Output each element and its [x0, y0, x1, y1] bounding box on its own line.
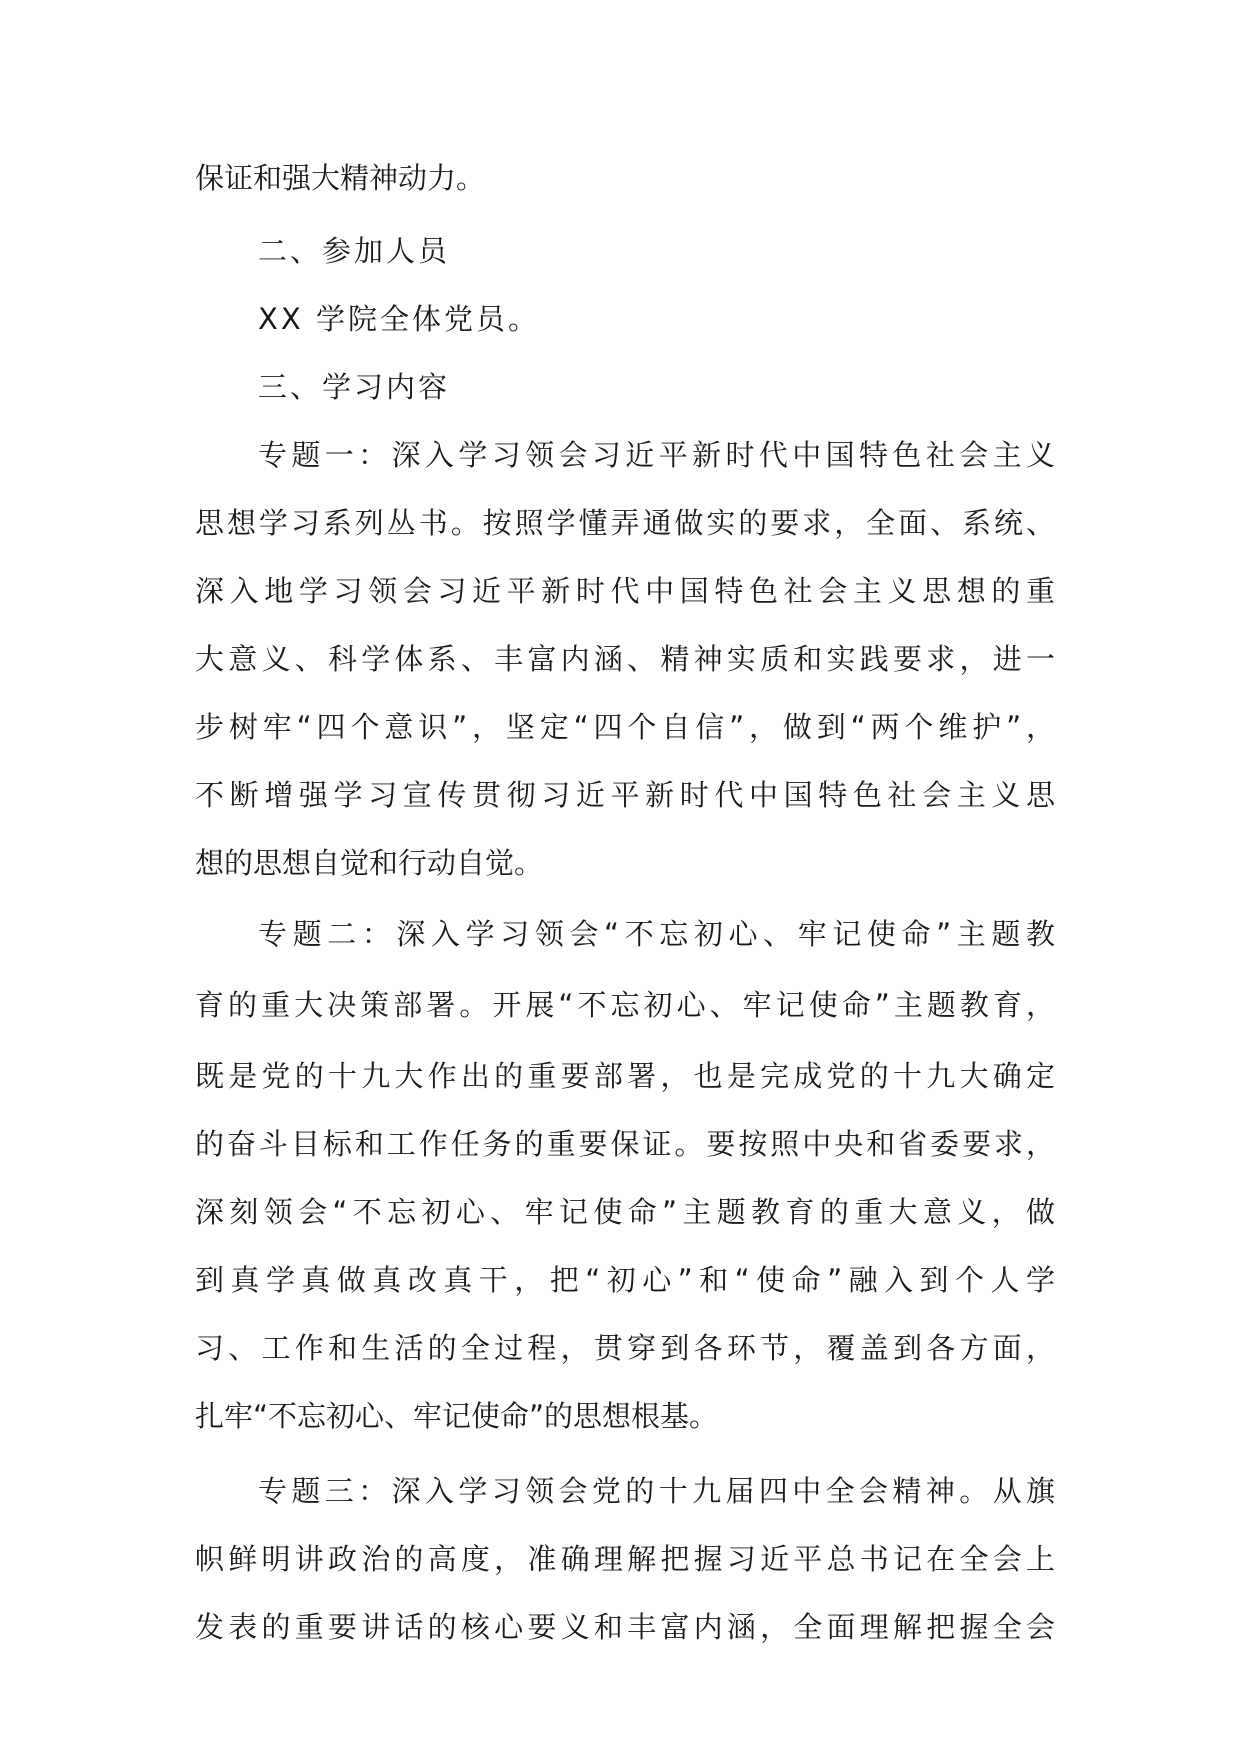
topic-three-line: 专题三：深入学习领会党的十九届四中全会精神。从旗 — [258, 1474, 1055, 1508]
topic-two-line: 专题二：深入学习领会“不忘初心、牢记使命”主题教 — [258, 917, 1055, 951]
text-line: 育的重大决策部署。开展“不忘初心、牢记使命”主题教育， — [195, 988, 1055, 1022]
text-line: 既是党的十九大作出的重要部署，也是完成党的十九大确定 — [195, 1059, 1055, 1093]
topic-one-line: 专题一：深入学习领会习近平新时代中国特色社会主义 — [258, 438, 1055, 472]
text-line: 大意义、科学体系、丰富内涵、精神实质和实践要求，进一 — [195, 642, 1055, 676]
text-line: 习、工作和生活的全过程，贯穿到各环节，覆盖到各方面， — [195, 1331, 1055, 1365]
section-heading-participants: 二、参加人员 — [258, 234, 451, 268]
text-line: 保证和强大精神动力。 — [195, 161, 486, 195]
text-line: 不断增强学习宣传贯彻习近平新时代中国特色社会主义思 — [195, 778, 1055, 812]
participants-text: XX 学院全体党员。 — [258, 302, 540, 336]
text-line: 扎牢“不忘初心、牢记使命”的思想根基。 — [195, 1399, 719, 1433]
text-line: 深入地学习领会习近平新时代中国特色社会主义思想的重 — [195, 574, 1055, 608]
text-line: 思想学习系列丛书。按照学懂弄通做实的要求，全面、系统、 — [195, 506, 1055, 540]
text-line: 深刻领会“不忘初心、牢记使命”主题教育的重大意义，做 — [195, 1195, 1055, 1229]
text-line: 发表的重要讲话的核心要义和丰富内涵，全面理解把握全会 — [195, 1610, 1055, 1644]
text-line: 的奋斗目标和工作任务的重要保证。要按照中央和省委要求， — [195, 1127, 1055, 1161]
text-line: 帜鲜明讲政治的高度，准确理解把握习近平总书记在全会上 — [195, 1542, 1055, 1576]
text-line: 步树牢“四个意识”，坚定“四个自信”，做到“两个维护”， — [195, 710, 1055, 744]
section-heading-content: 三、学习内容 — [258, 370, 451, 404]
text-line: 想的思想自觉和行动自觉。 — [195, 846, 544, 880]
text-line: 到真学真做真改真干，把“初心”和“使命”融入到个人学 — [195, 1263, 1055, 1297]
